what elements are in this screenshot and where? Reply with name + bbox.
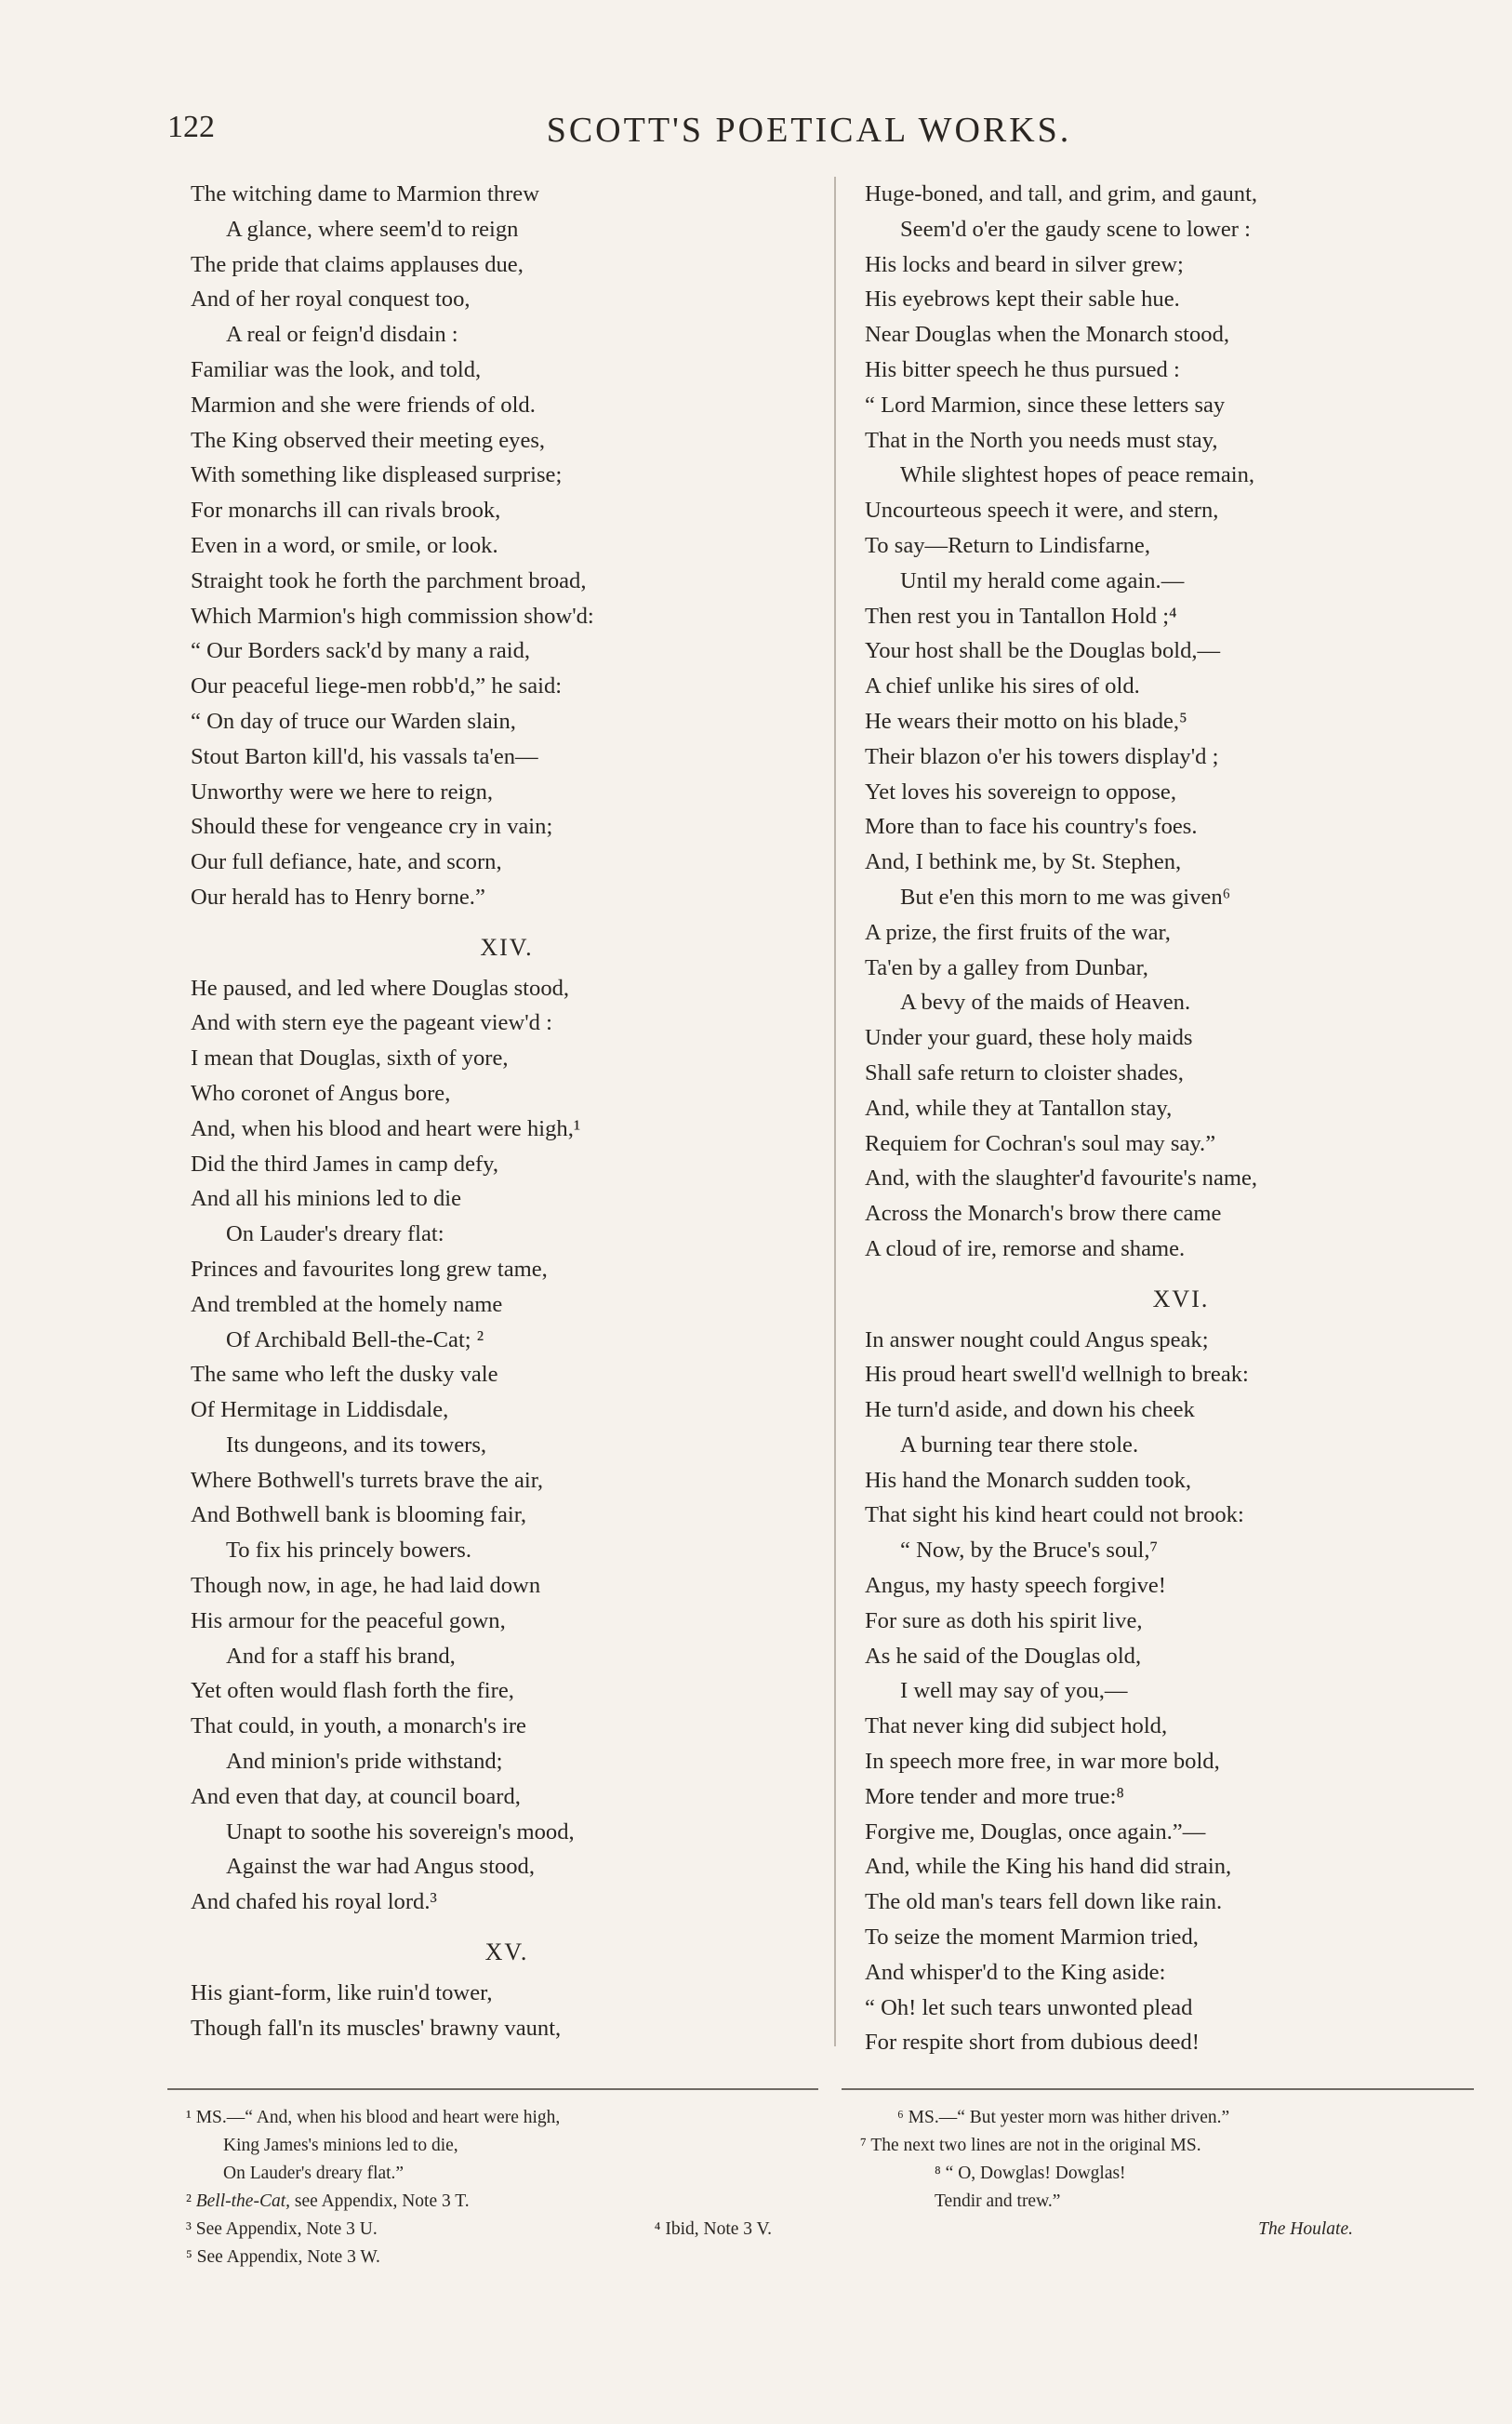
verse-line: And minion's pride withstand; <box>226 1749 503 1775</box>
footnote-2-mark: ² <box>186 2191 192 2211</box>
verse-line: Who coronet of Angus bore, <box>191 1080 451 1106</box>
verse-line: That in the North you needs must stay, <box>865 427 1218 453</box>
verse-line: Under your guard, these holy maids <box>865 1025 1193 1051</box>
verse-line: And, with the slaughter'd favourite's name, <box>865 1165 1258 1192</box>
section-heading-xv: XV. <box>484 1938 529 1966</box>
verse-line: Though now, in age, he had laid down <box>191 1573 541 1599</box>
verse-line: “ Oh! let such tears unwonted plead <box>865 1994 1193 2020</box>
verse-line: Across the Monarch's brow there came <box>865 1201 1222 1227</box>
page-number: 122 <box>167 110 215 144</box>
verse-line: And all his minions led to die <box>191 1186 462 1212</box>
verse-line: In answer nought could Angus speak; <box>865 1326 1209 1352</box>
verse-line: “ Lord Marmion, since these letters say <box>865 392 1226 418</box>
verse-line: His armour for the peaceful gown, <box>191 1607 506 1633</box>
verse-line: Familiar was the look, and told, <box>191 356 482 382</box>
verse-line: His hand the Monarch sudden took, <box>865 1467 1192 1493</box>
verse-line: Their blazon o'er his towers display'd ; <box>865 743 1219 769</box>
verse-line: Against the war had Angus stood, <box>226 1854 535 1880</box>
footnotes-left <box>186 2104 818 2271</box>
footnote-7: ⁷ The next two lines are not in the original MS. <box>860 2136 1201 2155</box>
page-header <box>167 110 1451 166</box>
verse-line: A bevy of the maids of Heaven. <box>900 990 1191 1016</box>
section-heading-xiv: XIV. <box>480 933 534 961</box>
verse-line: Marmion and she were friends of old. <box>191 392 536 418</box>
verse-line: Of Hermitage in Liddisdale, <box>191 1397 449 1423</box>
verse-line: I well may say of you,— <box>900 1678 1128 1704</box>
footnote-5: ⁵ See Appendix, Note 3 W. <box>186 2247 380 2267</box>
footnote-rule-left <box>167 2088 818 2090</box>
verse-line: Yet often would flash forth the fire, <box>191 1678 514 1704</box>
verse-line: Uncourteous speech it were, and stern, <box>865 498 1219 524</box>
verse-line: And trembled at the homely name <box>191 1291 503 1317</box>
verse-line: His giant-form, like ruin'd tower, <box>191 1979 493 2005</box>
verse-line: That sight his kind heart could not brook: <box>865 1502 1244 1528</box>
verse-line: The pride that claims applauses due, <box>191 251 524 277</box>
verse-line: And even that day, at council board, <box>191 1783 521 1809</box>
verse-line: That could, in youth, a monarch's ire <box>191 1713 526 1739</box>
verse-line: Even in a word, or smile, or look. <box>191 532 498 558</box>
footnote-8: ⁸ “ O, Dowglas! Dowglas! <box>935 2164 1126 2183</box>
verse-line: For sure as doth his spirit live, <box>865 1607 1143 1633</box>
verse-line: And Bothwell bank is blooming fair, <box>191 1502 527 1528</box>
verse-line: His proud heart swell'd wellnigh to break: <box>865 1362 1249 1388</box>
verse-line: As he said of the Douglas old, <box>865 1643 1142 1669</box>
footnote-4: ⁴ Ibid, Note 3 V. <box>654 2219 772 2239</box>
verse-line: The witching dame to Marmion threw <box>191 181 539 206</box>
verse-line: And, I bethink me, by St. Stephen, <box>865 849 1182 875</box>
verse-line: Seem'd o'er the gaudy scene to lower : <box>900 216 1251 242</box>
verse-line: His locks and beard in silver grew; <box>865 251 1184 277</box>
verse-line: He paused, and led where Douglas stood, <box>191 975 570 1001</box>
column-divider <box>834 177 836 2046</box>
verse-line: While slightest hopes of peace remain, <box>900 462 1255 488</box>
footnote-2-text: see Appendix, Note 3 T. <box>290 2191 470 2211</box>
footnote-1-cont: King James's minions led to die, <box>223 2136 458 2155</box>
verse-line: Which Marmion's high commission show'd: <box>191 603 594 629</box>
right-column <box>865 177 1497 2060</box>
footnote-2-title: Bell-the-Cat, <box>195 2191 290 2211</box>
verse-line: The old man's tears fell down like rain. <box>865 1889 1223 1915</box>
footnote-2 <box>186 2188 818 2216</box>
verse-line: And chafed his royal lord.³ <box>191 1889 437 1915</box>
footnote-3: ³ See Appendix, Note 3 U. <box>186 2219 378 2239</box>
verse-line: Did the third James in camp defy, <box>191 1151 499 1177</box>
verse-line: Forgive me, Douglas, once again.”— <box>865 1818 1206 1845</box>
verse-line: The same who left the dusky vale <box>191 1362 498 1388</box>
verse-line: A real or feign'd disdain : <box>226 322 458 348</box>
footnote-8-cont: Tendir and trew.” <box>935 2191 1061 2211</box>
verse-line: And with stern eye the pageant view'd : <box>191 1010 552 1036</box>
footnotes-right <box>860 2104 1474 2244</box>
footnote-1: ¹ MS.—“ And, when his blood and heart were high, <box>186 2108 561 2127</box>
verse-line: And, when his blood and heart were high,¹ <box>191 1115 581 1141</box>
verse-line: Where Bothwell's turrets brave the air, <box>191 1467 544 1493</box>
verse-line: Of Archibald Bell-the-Cat; ² <box>226 1326 484 1352</box>
section-heading-xvi: XVI. <box>1152 1285 1210 1312</box>
verse-line: His bitter speech he thus pursued : <box>865 356 1180 382</box>
verse-line: “ Now, by the Bruce's soul,⁷ <box>900 1538 1159 1564</box>
verse-line: And for a staff his brand, <box>226 1643 456 1669</box>
verse-line: Its dungeons, and its towers, <box>226 1432 487 1458</box>
verse-line: But e'en this morn to me was given⁶ <box>900 884 1231 910</box>
verse-line: Unworthy were we here to reign, <box>191 779 494 805</box>
verse-line: Then rest you in Tantallon Hold ;⁴ <box>865 603 1177 629</box>
running-title: SCOTT'S POETICAL WORKS. <box>546 111 1072 150</box>
footnote-rule-right <box>842 2088 1474 2090</box>
verse-line: Near Douglas when the Monarch stood, <box>865 322 1230 348</box>
verse-line: A burning tear there stole. <box>900 1432 1139 1458</box>
verse-line: I mean that Douglas, sixth of yore, <box>191 1046 509 1072</box>
verse-line: And of her royal conquest too, <box>191 286 471 313</box>
footnote-1-cont: On Lauder's dreary flat.” <box>223 2164 405 2183</box>
verse-line: For respite short from dubious deed! <box>865 2030 1200 2056</box>
verse-line: To seize the moment Marmion tried, <box>865 1925 1199 1951</box>
verse-line: Ta'en by a galley from Dunbar, <box>865 954 1148 980</box>
verse-line: “ Our Borders sack'd by many a raid, <box>191 638 531 664</box>
verse-line: In speech more free, in war more bold, <box>865 1749 1220 1775</box>
verse-line: A cloud of ire, remorse and shame. <box>865 1235 1186 1261</box>
verse-line: Though fall'n its muscles' brawny vaunt, <box>191 2015 562 2041</box>
verse-line: More than to face his country's foes. <box>865 814 1198 840</box>
verse-line: Huge-boned, and tall, and grim, and gaunt, <box>865 181 1258 206</box>
verse-line: To say—Return to Lindisfarne, <box>865 532 1151 558</box>
verse-line: Straight took he forth the parchment broad, <box>191 567 587 593</box>
verse-line: And, while they at Tantallon stay, <box>865 1095 1173 1121</box>
verse-line: With something like displeased surprise; <box>191 462 563 488</box>
verse-line: The King observed their meeting eyes, <box>191 427 546 453</box>
verse-line: To fix his princely bowers. <box>226 1538 471 1564</box>
footnote-8-source: The Houlate. <box>1258 2219 1353 2239</box>
verse-line: And, while the King his hand did strain, <box>865 1854 1232 1880</box>
verse-line: And whisper'd to the King aside: <box>865 1959 1166 1985</box>
verse-line: Your host shall be the Douglas bold,— <box>865 638 1221 664</box>
verse-line: Shall safe return to cloister shades, <box>865 1059 1184 1085</box>
left-column <box>191 177 823 2045</box>
verse-line: Requiem for Cochran's soul may say.” <box>865 1130 1216 1156</box>
verse-line: Our full defiance, hate, and scorn, <box>191 849 502 875</box>
verse-line: For monarchs ill can rivals brook, <box>191 498 501 524</box>
verse-line: Our herald has to Henry borne.” <box>191 884 485 910</box>
footnote-6: ⁶ MS.—“ But yester morn was hither driven.” <box>897 2108 1230 2127</box>
verse-line: That never king did subject hold, <box>865 1713 1168 1739</box>
verse-line: He wears their motto on his blade,⁵ <box>865 708 1187 734</box>
verse-line: Unapt to soothe his sovereign's mood, <box>226 1818 575 1845</box>
verse-line: A chief unlike his sires of old. <box>865 673 1140 699</box>
verse-line: Our peaceful liege-men robb'd,” he said: <box>191 673 563 699</box>
verse-line: Angus, my hasty speech forgive! <box>865 1573 1166 1599</box>
verse-line: A prize, the first fruits of the war, <box>865 919 1171 945</box>
verse-line: Should these for vengeance cry in vain; <box>191 814 553 840</box>
verse-line: Yet loves his sovereign to oppose, <box>865 779 1176 805</box>
verse-line: Princes and favourites long grew tame, <box>191 1256 548 1282</box>
verse-line: Until my herald come again.— <box>900 567 1185 593</box>
verse-line: Stout Barton kill'd, his vassals ta'en— <box>191 743 538 769</box>
verse-line: “ On day of truce our Warden slain, <box>191 708 516 734</box>
verse-line: More tender and more true:⁸ <box>865 1783 1124 1809</box>
verse-line: A glance, where seem'd to reign <box>226 216 519 242</box>
verse-line: On Lauder's dreary flat: <box>226 1221 444 1247</box>
footnote-3-4-row <box>186 2216 772 2244</box>
verse-line: His eyebrows kept their sable hue. <box>865 286 1180 313</box>
verse-line: He turn'd aside, and down his cheek <box>865 1397 1195 1423</box>
